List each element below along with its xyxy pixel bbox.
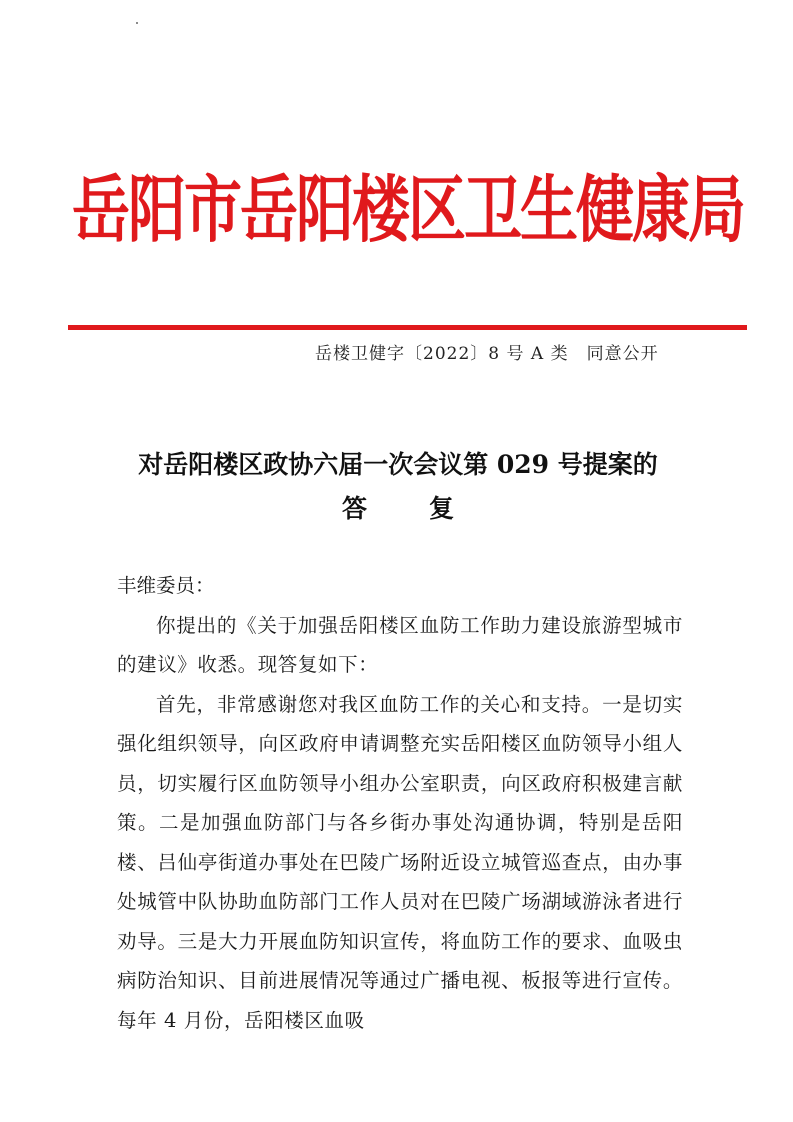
document-subheading: 答复: [341, 494, 516, 523]
document-number: 岳楼卫健字〔2022〕8 号 A 类 同意公开: [315, 344, 659, 364]
body-paragraph: 首先，非常感谢您对我区血防工作的关心和支持。一是切实强化组织领导，向区政府申请调整充实岳阳楼区血防领导小组人员，切实履行区血防领导小组办公室职责，向区政府积极建言献策。二是加强血防部门与各乡街办事处沟通协调，特别是岳阳楼、吕仙亭街道办事处在巴陵广场附近设立城管巡查点，由办事处城管中队协助血防部门工作人员对在巴陵广场湖域游泳者进行劝导。三是大力开展血防知识宣传，将血防工作的要求、血吸虫病防治知识、目前进展情况等通过广播电视、板报等进行宣传。每年 4 月份，岳阳楼区血吸: [117, 692, 683, 1032]
document-heading: 对岳阳楼区政协六届一次会议第 029 号提案的: [138, 450, 658, 479]
document-body: [117, 566, 683, 1040]
scan-speck: [136, 22, 138, 24]
body-paragraph: 你提出的《关于加强岳阳楼区血防工作助力建设旅游型城市的建议》收悉。现答复如下：: [117, 613, 683, 676]
issuing-organization-title: 岳阳市岳阳楼区卫生健康局: [72, 167, 745, 253]
salutation: 丰维委员：: [117, 574, 215, 597]
red-header-divider: [68, 325, 747, 330]
